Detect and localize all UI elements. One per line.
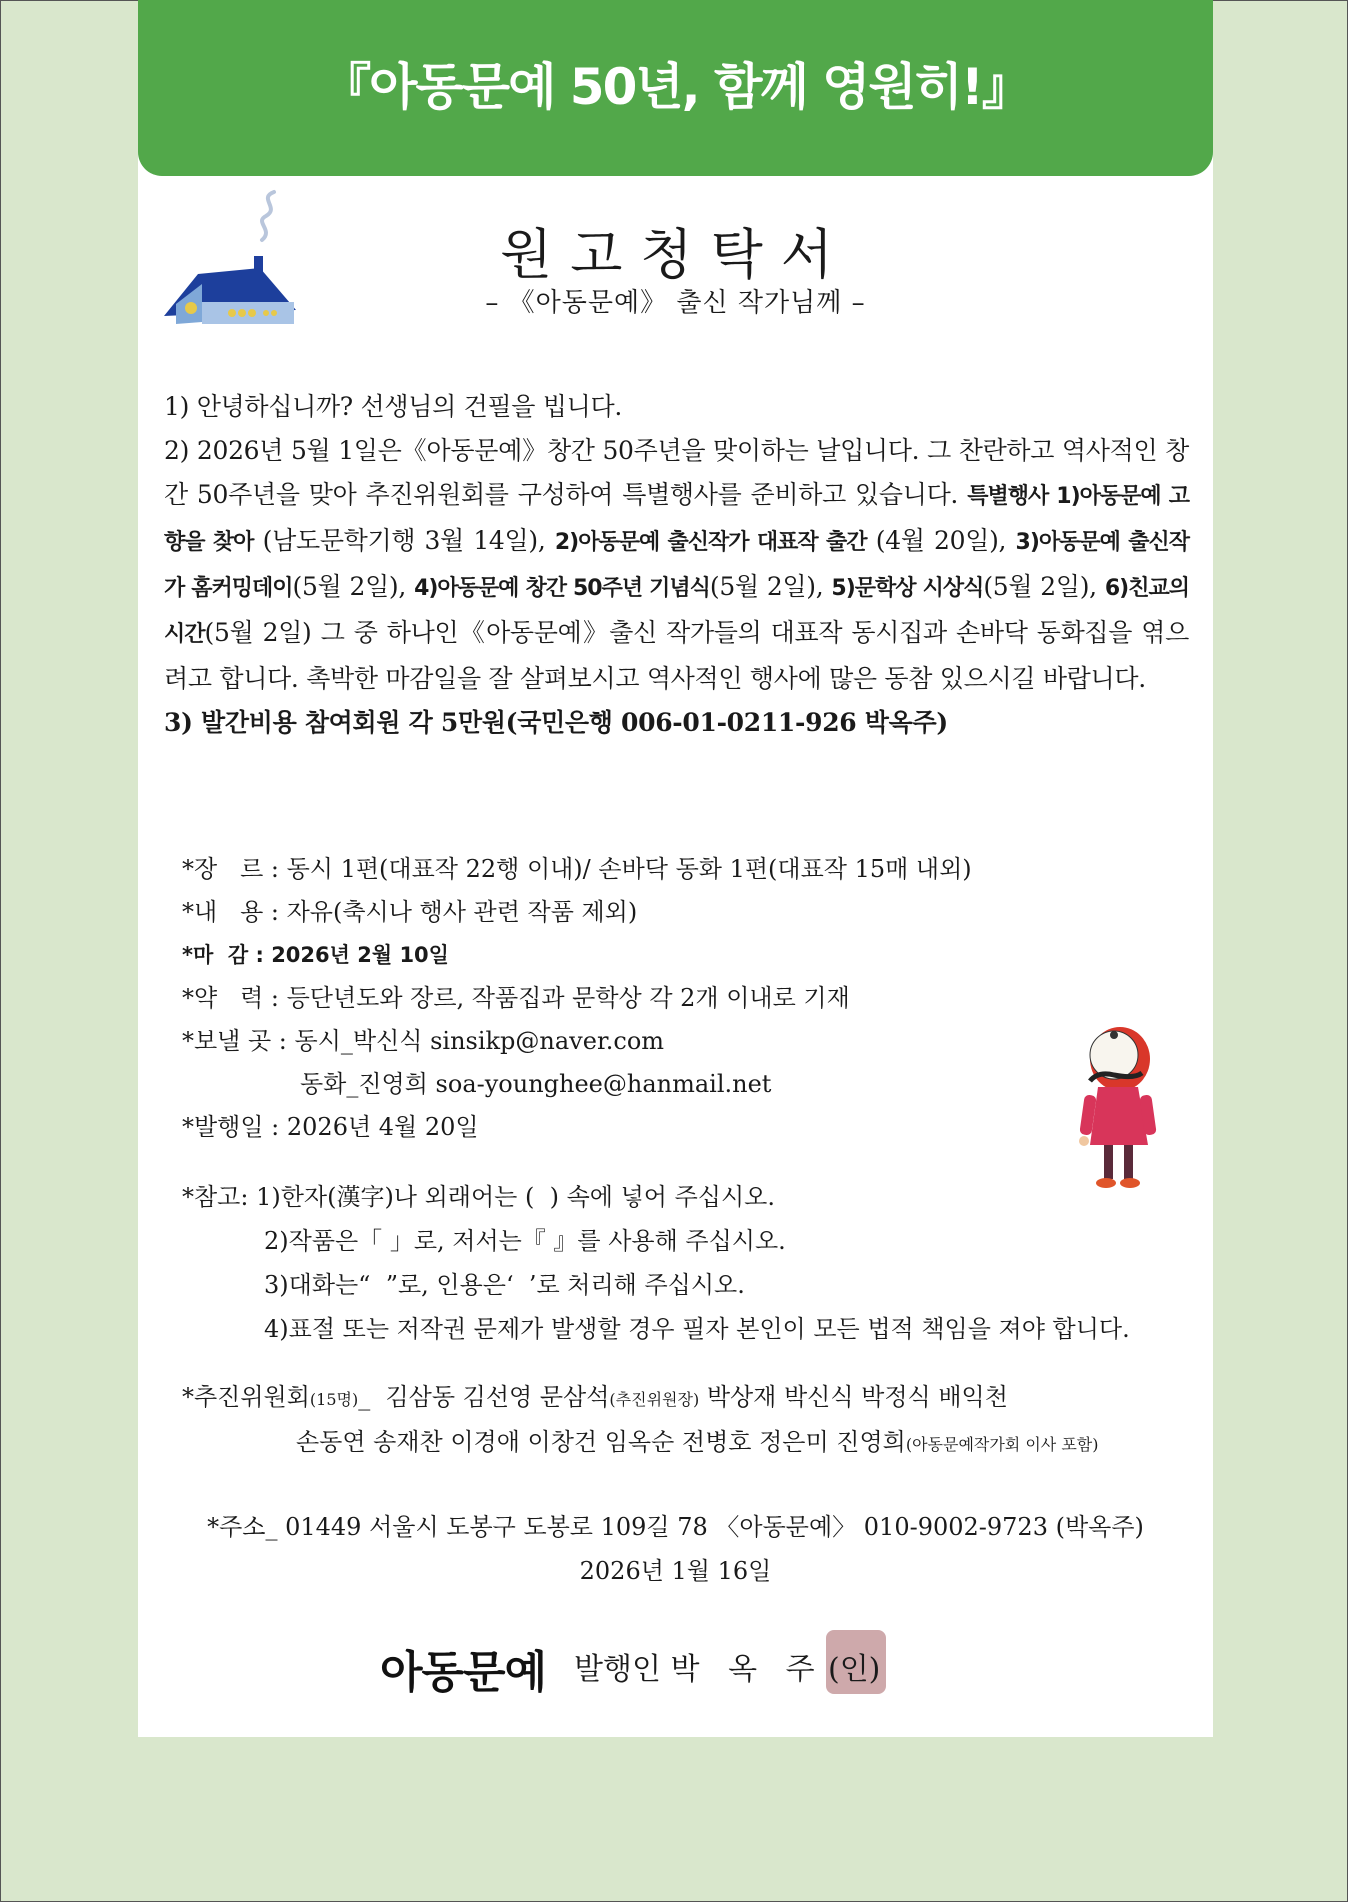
committee-line-2 <box>182 1421 1099 1466</box>
info-genre: *장 르 : 동시 1편(대표작 22행 이내)/ 손바닥 동화 1편(대표작 15매 내외) <box>182 855 972 883</box>
event-6-note: (5월 2일) <box>204 618 312 647</box>
info-career: *약 력 : 등단년도와 장르, 작품집과 문학상 각 2개 이내로 기재 <box>182 984 850 1012</box>
event-4-note: (5월 2일), <box>709 572 824 601</box>
committee-members-3: 손동연 송재찬 이경애 이창건 임옥순 전병호 정은미 진영희 <box>296 1428 906 1456</box>
address-block <box>138 1505 1213 1593</box>
committee-separator: _ <box>358 1383 386 1411</box>
address-line: *주소_ 01449 서울시 도봉구 도봉로 109길 78 〈아동문예〉 010-9002-9723 (박옥주) <box>207 1513 1144 1541</box>
events-intro: 2) 2026년 5월 1일은《아동문예》창간 50주년을 맞이하는 날입니다. 그 찬란하고 역사적인 창간 50주년을 맞아 추진위원회를 구성하여 특별행사를 준비하고 있습니다. <box>164 436 1189 509</box>
event-1-note: (남도문학기행 3월 14일), <box>262 526 546 555</box>
event-1: 특별행사 1)아동문예 고향을 찾아 <box>164 484 1190 555</box>
info-send-to-2: 동화_진영희 soa-younghee@hanmail.net <box>300 1070 772 1098</box>
committee-section <box>182 1376 1099 1466</box>
event-6: 6)친교의 시간 <box>164 576 1189 647</box>
event-2: 2)아동문예 출신작가 대표작 출간 <box>554 530 867 555</box>
note-1: *참고: 1)한자(漢字)나 외래어는 ( ) 속에 넣어 주십시오. <box>182 1183 775 1211</box>
submission-info <box>182 848 972 1149</box>
info-send-to: *보낼 곳 : 동시_박신식 sinsikp@naver.com <box>182 1027 665 1055</box>
note-4: 4)표절 또는 저작권 문제가 발생할 경우 필자 본인이 모든 법적 책임을 져야 합니다. <box>264 1315 1130 1343</box>
note-3: 3)대화는“ ”로, 인용은‘ ’로 처리해 주십시오. <box>264 1271 745 1299</box>
publisher-name: 발행인 박 옥 주 <box>574 1652 815 1687</box>
committee-label: *추진위원회 <box>182 1383 310 1411</box>
event-2-note: (4월 20일), <box>875 526 1007 555</box>
body-paragraphs <box>164 385 1189 745</box>
issue-date: 2026년 1월 16일 <box>579 1557 772 1585</box>
document-title: 원고청탁서 <box>500 223 851 286</box>
notes-section <box>182 1175 1130 1351</box>
events-closing: 그 중 하나인《아동문예》출신 작가들의 대표작 동시집과 손바닥 동화집을 엮으려고 합니다. 촉박한 마감일을 잘 살펴보시고 역사적인 행사에 많은 동참 있으시길 바랍니다. <box>164 618 1189 693</box>
seal-label: (인) <box>828 1652 881 1687</box>
info-content: *내 용 : 자유(축시나 행사 관련 작품 제외) <box>182 898 638 926</box>
committee-chair-note: (추진위원장) <box>609 1390 700 1409</box>
note-2: 2)작품은「 」로, 저서는『 』를 사용해 주십시오. <box>264 1227 786 1255</box>
document-sheet <box>138 0 1213 1737</box>
committee-line-1 <box>182 1376 1099 1421</box>
committee-board-note: (아동문예작가회 이사 포함) <box>905 1435 1099 1454</box>
paragraph-fee: 3) 발간비용 참여회원 각 5만원(국민은행 006-01-0211-926 박옥주) <box>164 708 948 737</box>
info-publish-date: *발행일 : 2026년 4월 20일 <box>182 1113 479 1141</box>
committee-count: (15명) <box>309 1390 359 1409</box>
paragraph-greeting: 1) 안녕하십니까? 선생님의 건필을 빕니다. <box>164 392 622 421</box>
event-3-note: (5월 2일), <box>292 572 407 601</box>
event-5: 5)문학상 시상식 <box>831 576 984 601</box>
event-3: 3)아동문예 출신작가 홈커밍데이 <box>164 530 1189 601</box>
banner-title: 『아동문예 50년, 함께 영원히!』 <box>321 58 1030 116</box>
event-4: 4)아동문예 창간 50주년 기념식 <box>414 576 710 601</box>
document-subtitle: – 《아동문예》 출신 작가님께 – <box>485 288 866 318</box>
info-deadline: *마 감 : 2026년 2월 10일 <box>182 943 449 967</box>
header-banner <box>138 0 1213 176</box>
paragraph-events <box>164 429 1189 701</box>
event-5-note: (5월 2일), <box>983 572 1097 601</box>
publication-logo: 아동문예 <box>380 1647 547 1698</box>
footer-signature <box>138 1622 1213 1702</box>
committee-members-1: 김삼동 김선영 문삼석 <box>385 1383 610 1411</box>
committee-members-2: 박상재 박신식 박정식 배익천 <box>699 1383 1008 1411</box>
